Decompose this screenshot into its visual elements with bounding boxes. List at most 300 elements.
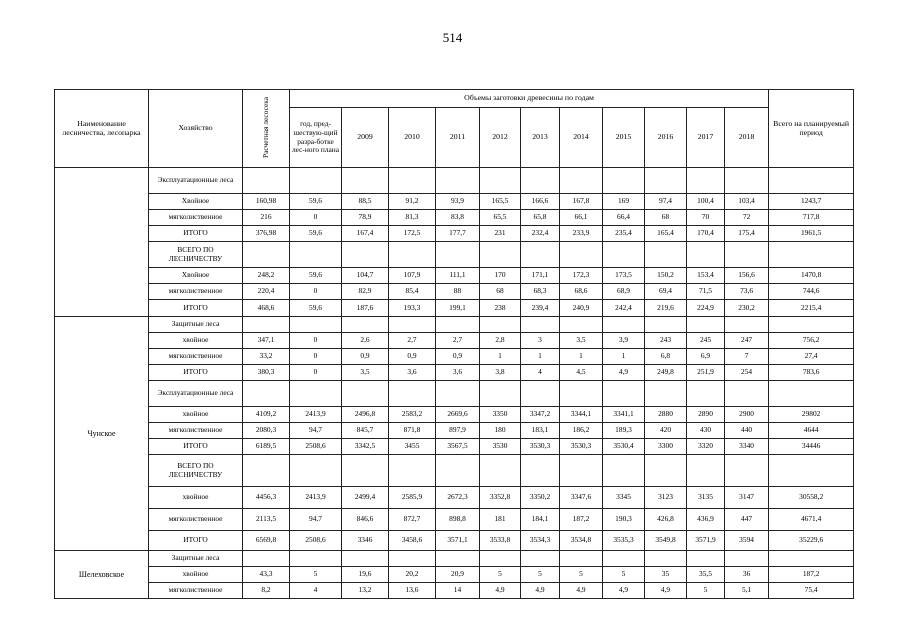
table-cell: 68	[645, 210, 687, 226]
table-cell: 3344,1	[560, 407, 603, 423]
table-cell: 235,4	[603, 226, 645, 242]
household-label: ВСЕГО ПО ЛЕСНИЧЕСТВУ	[149, 455, 243, 487]
table-cell: 184,1	[521, 509, 560, 531]
table-cell: 82,9	[342, 284, 389, 300]
header-total: Всего на планируемый период	[769, 90, 854, 168]
table-row	[55, 423, 854, 439]
table-cell	[687, 317, 725, 333]
forestry-name	[55, 168, 149, 317]
table-cell	[560, 455, 603, 487]
table-cell	[389, 242, 436, 268]
header-year: 2016	[645, 108, 687, 168]
table-cell	[769, 242, 854, 268]
table-cell: 190,3	[603, 509, 645, 531]
table-cell: 187,2	[769, 567, 854, 583]
table-cell: 100,4	[687, 194, 725, 210]
household-label: ВСЕГО ПО ЛЕСНИЧЕСТВУ	[149, 242, 243, 268]
table-cell	[603, 381, 645, 407]
household-label: мягколиственное	[149, 423, 243, 439]
table-cell: 88,5	[342, 194, 389, 210]
table-cell: 171,1	[521, 268, 560, 284]
household-label: ИТОГО	[149, 300, 243, 317]
table-cell: 436,9	[687, 509, 725, 531]
household-label: ИТОГО	[149, 531, 243, 551]
table-cell: 1	[603, 349, 645, 365]
table-cell	[521, 168, 560, 194]
table-cell: 248,2	[243, 268, 290, 284]
table-cell: 4,9	[521, 583, 560, 599]
table-cell: 187,2	[560, 509, 603, 531]
table-cell: 0	[290, 284, 342, 300]
table-cell: 91,2	[389, 194, 436, 210]
table-cell: 14	[436, 583, 480, 599]
table-cell	[389, 168, 436, 194]
table-cell: 2672,3	[436, 487, 480, 509]
table-cell: 65,5	[480, 210, 521, 226]
table-cell: 68	[480, 284, 521, 300]
table-cell: 94,7	[290, 423, 342, 439]
table-cell: 30558,2	[769, 487, 854, 509]
household-label: хвойное	[149, 567, 243, 583]
household-label: хвойное	[149, 407, 243, 423]
table-cell	[769, 455, 854, 487]
table-cell	[725, 242, 769, 268]
table-cell	[521, 242, 560, 268]
header-year: 2012	[480, 108, 521, 168]
table-cell: 59,6	[290, 194, 342, 210]
table-cell: 78,9	[342, 210, 389, 226]
table-cell: 94,7	[290, 509, 342, 531]
table-cell: 2,8	[480, 333, 521, 349]
table-cell: 3345	[603, 487, 645, 509]
table-cell	[389, 551, 436, 567]
table-cell	[687, 551, 725, 567]
table-cell: 170,4	[687, 226, 725, 242]
table-cell: 4109,2	[243, 407, 290, 423]
table-cell: 180	[480, 423, 521, 439]
table-cell	[687, 242, 725, 268]
table-cell: 193,3	[389, 300, 436, 317]
table-cell: 756,2	[769, 333, 854, 349]
table-cell: 19,6	[342, 567, 389, 583]
table-cell	[560, 168, 603, 194]
table-cell: 4,9	[560, 583, 603, 599]
table-cell	[290, 317, 342, 333]
table-cell: 3346	[342, 531, 389, 551]
table-cell	[480, 242, 521, 268]
table-cell: 3347,2	[521, 407, 560, 423]
table-cell: 33,2	[243, 349, 290, 365]
table-cell: 5	[560, 567, 603, 583]
table-cell: 73,6	[725, 284, 769, 300]
table-cell	[725, 551, 769, 567]
table-cell	[290, 455, 342, 487]
table-cell: 6189,5	[243, 439, 290, 455]
table-cell	[389, 317, 436, 333]
table-cell: 8,2	[243, 583, 290, 599]
table-cell: 6,8	[645, 349, 687, 365]
table-cell	[243, 551, 290, 567]
table-cell: 107,9	[389, 268, 436, 284]
table-cell: 233,9	[560, 226, 603, 242]
table-cell: 165,4	[645, 226, 687, 242]
table-cell: 97,4	[645, 194, 687, 210]
table-cell: 3350,2	[521, 487, 560, 509]
table-cell	[480, 455, 521, 487]
table-cell: 3571,1	[436, 531, 480, 551]
table-cell: 4,9	[645, 583, 687, 599]
table-cell: 230,2	[725, 300, 769, 317]
table-cell: 3123	[645, 487, 687, 509]
table-cell: 3534,8	[560, 531, 603, 551]
table-cell: 426,8	[645, 509, 687, 531]
table-cell: 440	[725, 423, 769, 439]
table-cell: 3340	[725, 439, 769, 455]
table-cell: 59,6	[290, 268, 342, 284]
table-cell	[436, 242, 480, 268]
table-cell: 242,4	[603, 300, 645, 317]
table-cell	[290, 551, 342, 567]
table-cell: 239,4	[521, 300, 560, 317]
table-cell: 2413,9	[290, 407, 342, 423]
table-cell: 3352,8	[480, 487, 521, 509]
table-cell: 3135	[687, 487, 725, 509]
header-year: 2018	[725, 108, 769, 168]
table-cell: 199,1	[436, 300, 480, 317]
table-cell: 5	[603, 567, 645, 583]
table-cell: 104,7	[342, 268, 389, 284]
table-cell: 156,6	[725, 268, 769, 284]
table-cell: 2880	[645, 407, 687, 423]
table-cell	[603, 242, 645, 268]
table-cell: 2890	[687, 407, 725, 423]
table-cell: 245	[687, 333, 725, 349]
household-label: хвойное	[149, 487, 243, 509]
header-forestry: Наименование лесничества, лесопарка	[55, 90, 149, 168]
household-label: Защитные леса	[149, 551, 243, 567]
table-cell: 380,3	[243, 365, 290, 381]
table-cell	[687, 381, 725, 407]
table-cell: 169	[603, 194, 645, 210]
table-cell: 3533,8	[480, 531, 521, 551]
table-cell: 4,9	[480, 583, 521, 599]
table-cell: 3455	[389, 439, 436, 455]
table-cell	[290, 168, 342, 194]
header-year: 2011	[436, 108, 480, 168]
table-row	[55, 284, 854, 300]
table-cell: 173,5	[603, 268, 645, 284]
table-cell: 20,2	[389, 567, 436, 583]
table-row	[55, 509, 854, 531]
table-cell: 247	[725, 333, 769, 349]
table-cell: 0	[290, 333, 342, 349]
table-cell: 845,7	[342, 423, 389, 439]
table-cell: 6569,8	[243, 531, 290, 551]
table-cell: 3530,4	[603, 439, 645, 455]
table-cell: 3,6	[389, 365, 436, 381]
forestry-name: Шелеховское	[55, 551, 149, 599]
table-cell	[243, 317, 290, 333]
table-cell: 3530	[480, 439, 521, 455]
table-cell: 172,3	[560, 268, 603, 284]
table-cell: 220,4	[243, 284, 290, 300]
table-cell	[243, 242, 290, 268]
table-cell: 187,6	[342, 300, 389, 317]
table-cell: 83,8	[436, 210, 480, 226]
table-cell: 3534,3	[521, 531, 560, 551]
household-label: ИТОГО	[149, 226, 243, 242]
header-household: Хозяйство	[149, 90, 243, 168]
table-cell	[645, 551, 687, 567]
table-row	[55, 567, 854, 583]
table-cell: 0	[290, 210, 342, 226]
table-cell	[342, 242, 389, 268]
table-cell	[436, 551, 480, 567]
table-cell: 68,3	[521, 284, 560, 300]
table-cell: 5	[687, 583, 725, 599]
table-cell: 2508,6	[290, 531, 342, 551]
table-cell	[521, 317, 560, 333]
table-cell: 175,4	[725, 226, 769, 242]
table-cell	[769, 551, 854, 567]
household-label: ИТОГО	[149, 365, 243, 381]
table-cell: 167,4	[342, 226, 389, 242]
table-cell: 447	[725, 509, 769, 531]
table-cell: 3,5	[560, 333, 603, 349]
table-cell: 3594	[725, 531, 769, 551]
household-label: Хвойное	[149, 194, 243, 210]
table-cell: 59,6	[290, 300, 342, 317]
table-cell: 69,4	[645, 284, 687, 300]
table-cell: 160,98	[243, 194, 290, 210]
table-cell	[725, 317, 769, 333]
table-row	[55, 317, 854, 333]
table-cell: 13,2	[342, 583, 389, 599]
household-label: мягколиственное	[149, 284, 243, 300]
table-cell: 0,9	[342, 349, 389, 365]
household-label: мягколиственное	[149, 210, 243, 226]
table-cell: 3,8	[480, 365, 521, 381]
table-cell: 0,9	[436, 349, 480, 365]
table-cell	[290, 381, 342, 407]
table-cell	[645, 317, 687, 333]
table-row	[55, 210, 854, 226]
table-cell: 72	[725, 210, 769, 226]
table-cell: 4456,3	[243, 487, 290, 509]
household-label: мягколиственное	[149, 349, 243, 365]
table-cell: 172,5	[389, 226, 436, 242]
table-cell: 65,8	[521, 210, 560, 226]
table-cell: 111,1	[436, 268, 480, 284]
table-cell	[603, 168, 645, 194]
timber-harvest-table	[54, 89, 854, 599]
table-cell: 1	[480, 349, 521, 365]
table-cell: 2080,3	[243, 423, 290, 439]
table-cell: 5	[521, 567, 560, 583]
table-cell: 232,4	[521, 226, 560, 242]
table-cell: 59,6	[290, 226, 342, 242]
table-row	[55, 455, 854, 487]
table-cell	[603, 455, 645, 487]
table-cell: 249,8	[645, 365, 687, 381]
table-cell	[603, 317, 645, 333]
table-cell: 0	[290, 349, 342, 365]
table-cell: 66,4	[603, 210, 645, 226]
table-cell: 846,6	[342, 509, 389, 531]
table-cell: 5	[480, 567, 521, 583]
table-cell: 85,4	[389, 284, 436, 300]
table-cell: 3,9	[603, 333, 645, 349]
table-cell: 43,3	[243, 567, 290, 583]
table-cell: 898,8	[436, 509, 480, 531]
table-cell: 3347,6	[560, 487, 603, 509]
header-year: 2017	[687, 108, 725, 168]
table-cell: 347,1	[243, 333, 290, 349]
table-cell	[342, 381, 389, 407]
table-cell: 231	[480, 226, 521, 242]
table-cell: 1243,7	[769, 194, 854, 210]
table-cell: 166,6	[521, 194, 560, 210]
table-cell	[480, 168, 521, 194]
table-cell: 3535,3	[603, 531, 645, 551]
table-cell	[560, 317, 603, 333]
table-row	[55, 168, 854, 194]
table-cell: 3,6	[436, 365, 480, 381]
table-cell	[342, 168, 389, 194]
table-cell: 5	[290, 567, 342, 583]
table-cell: 3530,3	[521, 439, 560, 455]
table-cell: 2669,6	[436, 407, 480, 423]
table-cell: 34446	[769, 439, 854, 455]
table-cell	[645, 242, 687, 268]
table-cell	[436, 168, 480, 194]
table-cell: 153,4	[687, 268, 725, 284]
table-cell: 2215,4	[769, 300, 854, 317]
table-cell: 0	[290, 365, 342, 381]
table-cell	[480, 381, 521, 407]
table-cell: 872,7	[389, 509, 436, 531]
table-cell: 219,6	[645, 300, 687, 317]
table-cell: 744,6	[769, 284, 854, 300]
table-cell: 4,9	[603, 365, 645, 381]
table-cell: 0,9	[389, 349, 436, 365]
table-cell: 88	[436, 284, 480, 300]
table-row	[55, 300, 854, 317]
table-cell: 70	[687, 210, 725, 226]
table-cell: 75,4	[769, 583, 854, 599]
table-row	[55, 583, 854, 599]
table-cell: 3	[521, 333, 560, 349]
table-cell: 1961,5	[769, 226, 854, 242]
table-cell: 81,3	[389, 210, 436, 226]
table-cell: 254	[725, 365, 769, 381]
table-cell: 103,4	[725, 194, 769, 210]
table-cell: 2,6	[342, 333, 389, 349]
table-cell: 35,5	[687, 567, 725, 583]
table-cell: 183,1	[521, 423, 560, 439]
table-cell: 20,9	[436, 567, 480, 583]
table-cell	[769, 168, 854, 194]
table-cell: 2,7	[436, 333, 480, 349]
table-cell: 13,6	[389, 583, 436, 599]
table-cell	[645, 168, 687, 194]
table-cell: 897,9	[436, 423, 480, 439]
table-cell	[521, 455, 560, 487]
table-cell	[243, 168, 290, 194]
table-cell: 717,8	[769, 210, 854, 226]
table-cell	[725, 168, 769, 194]
table-cell	[243, 455, 290, 487]
table-cell: 186,2	[560, 423, 603, 439]
header-allowable-cut-label: Расчетная лесосека	[260, 96, 270, 158]
table-cell: 1	[521, 349, 560, 365]
table-cell: 3,5	[342, 365, 389, 381]
table-cell: 3300	[645, 439, 687, 455]
table-cell: 1470,8	[769, 268, 854, 284]
table-cell: 29802	[769, 407, 854, 423]
header-year: 2009	[342, 108, 389, 168]
table-cell: 68,9	[603, 284, 645, 300]
table-cell	[521, 381, 560, 407]
table-row	[55, 333, 854, 349]
table-cell: 420	[645, 423, 687, 439]
table-cell: 2113,5	[243, 509, 290, 531]
table-row	[55, 226, 854, 242]
header-year: 2014	[560, 108, 603, 168]
household-label: Защитные леса	[149, 317, 243, 333]
header-allowable-cut	[243, 90, 290, 168]
table-row	[55, 349, 854, 365]
table-cell: 6,9	[687, 349, 725, 365]
table-cell	[342, 455, 389, 487]
table-cell: 35229,6	[769, 531, 854, 551]
table-cell: 71,5	[687, 284, 725, 300]
table-cell	[560, 242, 603, 268]
table-cell: 238	[480, 300, 521, 317]
table-cell	[389, 455, 436, 487]
table-cell: 1	[560, 349, 603, 365]
table-cell: 3320	[687, 439, 725, 455]
table-row	[55, 487, 854, 509]
table-cell	[645, 381, 687, 407]
table-cell: 2585,9	[389, 487, 436, 509]
table-cell: 66,1	[560, 210, 603, 226]
table-cell: 783,6	[769, 365, 854, 381]
table-row	[55, 531, 854, 551]
table-row	[55, 268, 854, 284]
table-cell	[480, 317, 521, 333]
forestry-name: Чунское	[55, 317, 149, 551]
table-cell: 3549,8	[645, 531, 687, 551]
table-cell: 376,98	[243, 226, 290, 242]
table-cell	[480, 551, 521, 567]
table-cell: 35	[645, 567, 687, 583]
household-label: Эксплуатационные леса	[149, 168, 243, 194]
table-cell: 68,6	[560, 284, 603, 300]
household-label: мягколиственное	[149, 509, 243, 531]
table-row	[55, 439, 854, 455]
table-cell	[521, 551, 560, 567]
table-cell: 3458,6	[389, 531, 436, 551]
table-cell: 3341,1	[603, 407, 645, 423]
table-cell	[769, 317, 854, 333]
table-cell: 2900	[725, 407, 769, 423]
table-cell: 93,9	[436, 194, 480, 210]
table-cell: 4	[521, 365, 560, 381]
table-cell: 2583,2	[389, 407, 436, 423]
table-cell: 2496,8	[342, 407, 389, 423]
table-cell	[725, 455, 769, 487]
